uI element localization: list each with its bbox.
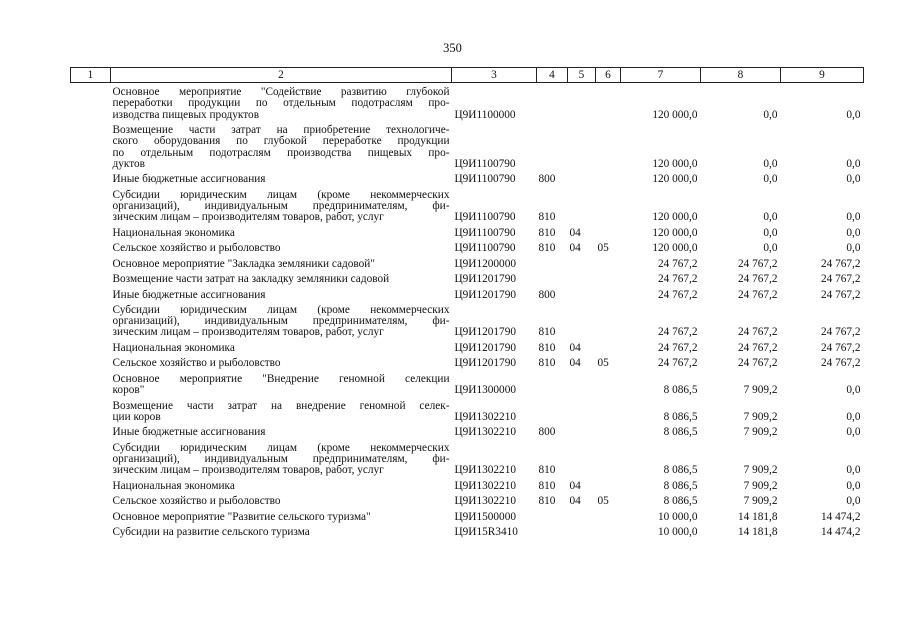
header-cell: 2 [111, 68, 452, 83]
row-number-cell [71, 285, 111, 301]
item-name-line: Иные бюджетные ассигнования [112, 426, 266, 439]
section-cell [568, 121, 596, 170]
amount-col8-cell: 24 767,2 [737, 357, 778, 370]
expense-type-cell: 810 [538, 341, 556, 354]
section-cell [568, 254, 596, 270]
amount-col9-cell: 24 767,2 [820, 326, 861, 339]
target-code-cell: Ц9И1100000 [454, 108, 516, 121]
amount-col7-cell: 24 767,2 [657, 326, 698, 339]
section-cell: 04 [569, 495, 581, 508]
header-cell: 1 [71, 68, 111, 83]
table-row [71, 254, 864, 270]
amount-col8-cell: 0,0 [763, 173, 778, 186]
item-name-cell [111, 83, 452, 121]
amount-col8-cell: 24 767,2 [737, 326, 778, 339]
amount-col8-cell: 7 909,2 [743, 384, 778, 397]
amount-col9-cell: 0,0 [846, 384, 861, 397]
row-number-cell [71, 339, 111, 355]
header-row [71, 68, 864, 83]
amount-col9-cell: 0,0 [846, 108, 861, 121]
amount-col9-cell: 24 767,2 [820, 341, 861, 354]
row-number-cell [71, 354, 111, 370]
amount-col8-cell: 24 767,2 [737, 288, 778, 301]
subsection-cell: 05 [597, 495, 609, 508]
item-name-line: по отдельным подотраслям производства пищевых про- [112, 146, 450, 159]
amount-col9-cell: 24 767,2 [820, 273, 861, 286]
header-cell: 7 [621, 68, 701, 83]
table-row [71, 507, 864, 523]
table-row [71, 83, 864, 121]
subsection-cell [596, 370, 621, 397]
amount-col9-cell: 0,0 [846, 479, 861, 492]
section-cell [568, 170, 596, 186]
expense-type-cell: 810 [538, 479, 556, 492]
item-name-cell [111, 438, 452, 476]
header-cell: 8 [701, 68, 781, 83]
header-cell: 4 [537, 68, 568, 83]
amount-col8-cell: 7 909,2 [743, 464, 778, 477]
row-number-cell [71, 239, 111, 255]
amount-col9-cell: 24 767,2 [820, 257, 861, 270]
item-name-line: организаций), индивидуальным предпринимателям, фи- [112, 199, 450, 212]
section-cell [568, 83, 596, 121]
amount-col7-cell: 24 767,2 [657, 273, 698, 286]
table-row [71, 121, 864, 170]
section-cell [568, 396, 596, 423]
header-cell: 5 [568, 68, 596, 83]
item-name-cell [111, 301, 452, 339]
amount-col9-cell: 14 474,2 [820, 510, 861, 523]
amount-col7-cell: 24 767,2 [657, 257, 698, 270]
amount-col7-cell: 120 000,0 [652, 226, 698, 239]
item-name-line: Сельское хозяйство и рыболовство [112, 495, 281, 508]
item-name-line: организаций), индивидуальным предпринимателям, фи- [112, 315, 450, 328]
row-number-cell [71, 185, 111, 223]
amount-col7-cell: 10 000,0 [657, 510, 698, 523]
target-code-cell: Ц9И1200000 [454, 257, 517, 270]
section-cell [568, 270, 596, 286]
amount-col9-cell: 0,0 [846, 226, 861, 239]
budget-table [70, 67, 864, 538]
page-number: 350 [443, 41, 462, 55]
row-number-cell [71, 83, 111, 121]
target-code-cell: Ц9И1201790 [454, 273, 517, 286]
item-name-line: Основное мероприятие "Содействие развитию глубокой [112, 86, 450, 99]
subsection-cell [596, 396, 621, 423]
item-name-line: переработки продукции по отдельным подотраслям про- [112, 97, 450, 110]
amount-col8-cell: 0,0 [763, 211, 778, 224]
subsection-cell [596, 254, 621, 270]
amount-col9-cell: 0,0 [846, 242, 861, 255]
target-code-cell: Ц9И15R3410 [454, 526, 518, 539]
section-cell [568, 423, 596, 439]
item-name-cell [111, 170, 452, 186]
table-row [71, 370, 864, 397]
row-number-cell [71, 438, 111, 476]
target-code-cell: Ц9И1302210 [454, 495, 517, 508]
item-name-line: организаций), индивидуальным предпринимателям, фи- [112, 452, 450, 465]
amount-col9-cell: 0,0 [846, 495, 861, 508]
item-name-cell [111, 476, 452, 492]
item-name-cell [111, 121, 452, 170]
item-name-line: Национальная экономика [112, 479, 235, 492]
expense-type-cell [537, 396, 568, 423]
amount-col9-cell: 0,0 [846, 464, 861, 477]
row-number-cell [71, 223, 111, 239]
amount-col8-cell: 24 767,2 [737, 273, 778, 286]
target-code-cell: Ц9И1201790 [454, 288, 517, 301]
amount-col8-cell: 7 909,2 [743, 410, 778, 423]
target-code-cell: Ц9И1100790 [454, 211, 516, 224]
item-name-line: Сельское хозяйство и рыболовство [112, 242, 281, 255]
item-name-line: зическим лицам – производителям товаров, работ, услуг [112, 326, 384, 339]
subsection-cell [596, 476, 621, 492]
expense-type-cell [537, 121, 568, 170]
row-number-cell [71, 396, 111, 423]
subsection-cell [596, 121, 621, 170]
item-name-line: ского оборудования по глубокой переработке продукции [112, 135, 450, 148]
table-row [71, 223, 864, 239]
section-cell: 04 [569, 341, 581, 354]
item-name-line: Возмещение части затрат на закладку земляники садовой [112, 273, 390, 286]
item-name-line: Основное мероприятие "Закладка земляники садовой" [112, 257, 375, 270]
amount-col7-cell: 8 086,5 [663, 384, 698, 397]
target-code-cell: Ц9И1100790 [454, 173, 516, 186]
item-name-cell [111, 270, 452, 286]
target-code-cell: Ц9И1201790 [454, 326, 517, 339]
section-cell [568, 301, 596, 339]
subsection-cell [596, 83, 621, 121]
subsection-cell [596, 523, 621, 539]
expense-type-cell [537, 523, 568, 539]
item-name-line: Основное мероприятие "Внедрение геномной селекции [112, 372, 450, 385]
section-cell: 04 [569, 242, 581, 255]
amount-col7-cell: 8 086,5 [663, 410, 698, 423]
table-row [71, 476, 864, 492]
expense-type-cell: 810 [538, 357, 556, 370]
header-cell: 6 [596, 68, 621, 83]
amount-col8-cell: 7 909,2 [743, 479, 778, 492]
amount-col9-cell: 24 767,2 [820, 288, 861, 301]
subsection-cell: 05 [597, 242, 609, 255]
header-cell: 9 [781, 68, 864, 83]
amount-col7-cell: 24 767,2 [657, 357, 698, 370]
row-number-cell [71, 507, 111, 523]
target-code-cell: Ц9И1302210 [454, 464, 517, 477]
amount-col8-cell: 14 181,8 [737, 526, 778, 539]
amount-col9-cell: 14 474,2 [820, 526, 861, 539]
amount-col7-cell: 8 086,5 [663, 479, 698, 492]
expense-type-cell [537, 254, 568, 270]
item-name-line: Иные бюджетные ассигнования [112, 173, 266, 186]
amount-col8-cell: 24 767,2 [737, 341, 778, 354]
item-name-line: Субсидии юридическим лицам (кроме некоммерческих [112, 441, 450, 454]
amount-col8-cell: 14 181,8 [737, 510, 778, 523]
amount-col9-cell: 0,0 [846, 157, 861, 170]
item-name-cell [111, 492, 452, 508]
subsection-cell [596, 507, 621, 523]
row-number-cell [71, 370, 111, 397]
item-name-line: Субсидии юридическим лицам (кроме некоммерческих [112, 188, 450, 201]
item-name-line: коров" [112, 384, 145, 397]
table-row [71, 301, 864, 339]
amount-col7-cell: 120 000,0 [652, 173, 698, 186]
expense-type-cell: 810 [538, 464, 556, 477]
item-name-cell [111, 423, 452, 439]
table-row [71, 423, 864, 439]
amount-col9-cell: 0,0 [846, 211, 861, 224]
amount-col7-cell: 8 086,5 [663, 426, 698, 439]
item-name-line: Сельское хозяйство и рыболовство [112, 357, 281, 370]
section-cell: 04 [569, 357, 581, 370]
item-name-line: Иные бюджетные ассигнования [112, 288, 266, 301]
target-code-cell: Ц9И1100790 [454, 242, 516, 255]
row-number-cell [71, 121, 111, 170]
subsection-cell [596, 339, 621, 355]
expense-type-cell: 810 [538, 495, 556, 508]
amount-col8-cell: 0,0 [763, 226, 778, 239]
target-code-cell: Ц9И1302210 [454, 410, 517, 423]
item-name-cell [111, 185, 452, 223]
subsection-cell [596, 285, 621, 301]
expense-type-cell [537, 370, 568, 397]
amount-col7-cell: 8 086,5 [663, 495, 698, 508]
row-number-cell [71, 254, 111, 270]
subsection-cell [596, 170, 621, 186]
target-code-cell: Ц9И1201790 [454, 357, 517, 370]
table-row [71, 239, 864, 255]
table-row [71, 523, 864, 539]
amount-col7-cell: 24 767,2 [657, 288, 698, 301]
section-cell [568, 523, 596, 539]
expense-type-cell: 810 [538, 326, 556, 339]
item-name-line: Субсидии юридическим лицам (кроме некоммерческих [112, 304, 450, 317]
subsection-cell [596, 223, 621, 239]
section-cell: 04 [569, 226, 581, 239]
row-number-cell [71, 523, 111, 539]
item-name-line: дуктов [112, 157, 146, 170]
section-cell [568, 185, 596, 223]
item-name-line: Национальная экономика [112, 226, 235, 239]
target-code-cell: Ц9И1100790 [454, 157, 516, 170]
target-code-cell: Ц9И1201790 [454, 341, 517, 354]
amount-col9-cell: 24 767,2 [820, 357, 861, 370]
amount-col8-cell: 7 909,2 [743, 426, 778, 439]
row-number-cell [71, 423, 111, 439]
row-number-cell [71, 270, 111, 286]
subsection-cell [596, 438, 621, 476]
row-number-cell [71, 301, 111, 339]
row-number-cell [71, 476, 111, 492]
item-name-line: Национальная экономика [112, 341, 235, 354]
amount-col9-cell: 0,0 [846, 410, 861, 423]
table-row [71, 185, 864, 223]
item-name-line: Возмещение части затрат на приобретение технологиче- [112, 124, 450, 137]
row-number-cell [71, 492, 111, 508]
section-cell [568, 438, 596, 476]
item-name-cell [111, 223, 452, 239]
target-code-cell: Ц9И1302210 [454, 479, 517, 492]
section-cell [568, 285, 596, 301]
table-row [71, 170, 864, 186]
section-cell: 04 [569, 479, 581, 492]
expense-type-cell [537, 507, 568, 523]
target-code-cell: Ц9И1100790 [454, 226, 516, 239]
table-row [71, 396, 864, 423]
item-name-line: ции коров [112, 410, 161, 423]
subsection-cell [596, 270, 621, 286]
item-name-line: зическим лицам – производителям товаров, работ, услуг [112, 211, 384, 224]
amount-col8-cell: 7 909,2 [743, 495, 778, 508]
item-name-line: Возмещение части затрат на внедрение геномной селек- [112, 399, 450, 412]
amount-col7-cell: 24 767,2 [657, 341, 698, 354]
item-name-line: Основное мероприятие "Развитие сельского туризма" [112, 510, 371, 523]
item-name-line: Субсидии на развитие сельского туризма [112, 526, 310, 539]
amount-col8-cell: 24 767,2 [737, 257, 778, 270]
expense-type-cell: 800 [538, 426, 556, 439]
table-row [71, 492, 864, 508]
expense-type-cell: 800 [538, 288, 556, 301]
subsection-cell [596, 301, 621, 339]
item-name-cell [111, 239, 452, 255]
item-name-cell [111, 396, 452, 423]
expense-type-cell: 810 [538, 242, 556, 255]
subsection-cell [596, 423, 621, 439]
item-name-cell [111, 523, 452, 539]
target-code-cell: Ц9И1500000 [454, 510, 517, 523]
item-name-line: зическим лицам – производителям товаров, работ, услуг [112, 464, 384, 477]
expense-type-cell: 810 [538, 211, 556, 224]
amount-col8-cell: 0,0 [763, 242, 778, 255]
section-cell [568, 370, 596, 397]
table-row [71, 339, 864, 355]
item-name-cell [111, 507, 452, 523]
subsection-cell: 05 [597, 357, 609, 370]
amount-col8-cell: 0,0 [763, 157, 778, 170]
item-name-cell [111, 339, 452, 355]
section-cell [568, 507, 596, 523]
amount-col8-cell: 0,0 [763, 108, 778, 121]
row-number-cell [71, 170, 111, 186]
amount-col7-cell: 120 000,0 [652, 211, 698, 224]
header-cell: 3 [452, 68, 537, 83]
target-code-cell: Ц9И1300000 [454, 384, 517, 397]
item-name-cell [111, 254, 452, 270]
expense-type-cell [537, 83, 568, 121]
item-name-cell [111, 370, 452, 397]
amount-col7-cell: 8 086,5 [663, 464, 698, 477]
table-row [71, 285, 864, 301]
item-name-cell [111, 285, 452, 301]
expense-type-cell: 800 [538, 173, 556, 186]
table-row [71, 438, 864, 476]
table-row [71, 270, 864, 286]
item-name-cell [111, 354, 452, 370]
expense-type-cell: 810 [538, 226, 556, 239]
amount-col9-cell: 0,0 [846, 426, 861, 439]
table-row [71, 354, 864, 370]
amount-col7-cell: 120 000,0 [652, 157, 698, 170]
amount-col7-cell: 120 000,0 [652, 242, 698, 255]
subsection-cell [596, 185, 621, 223]
item-name-line: изводства пищевых продуктов [112, 108, 260, 121]
expense-type-cell [537, 270, 568, 286]
amount-col9-cell: 0,0 [846, 173, 861, 186]
amount-col7-cell: 10 000,0 [657, 526, 698, 539]
amount-col7-cell: 120 000,0 [652, 108, 698, 121]
target-code-cell: Ц9И1302210 [454, 426, 517, 439]
